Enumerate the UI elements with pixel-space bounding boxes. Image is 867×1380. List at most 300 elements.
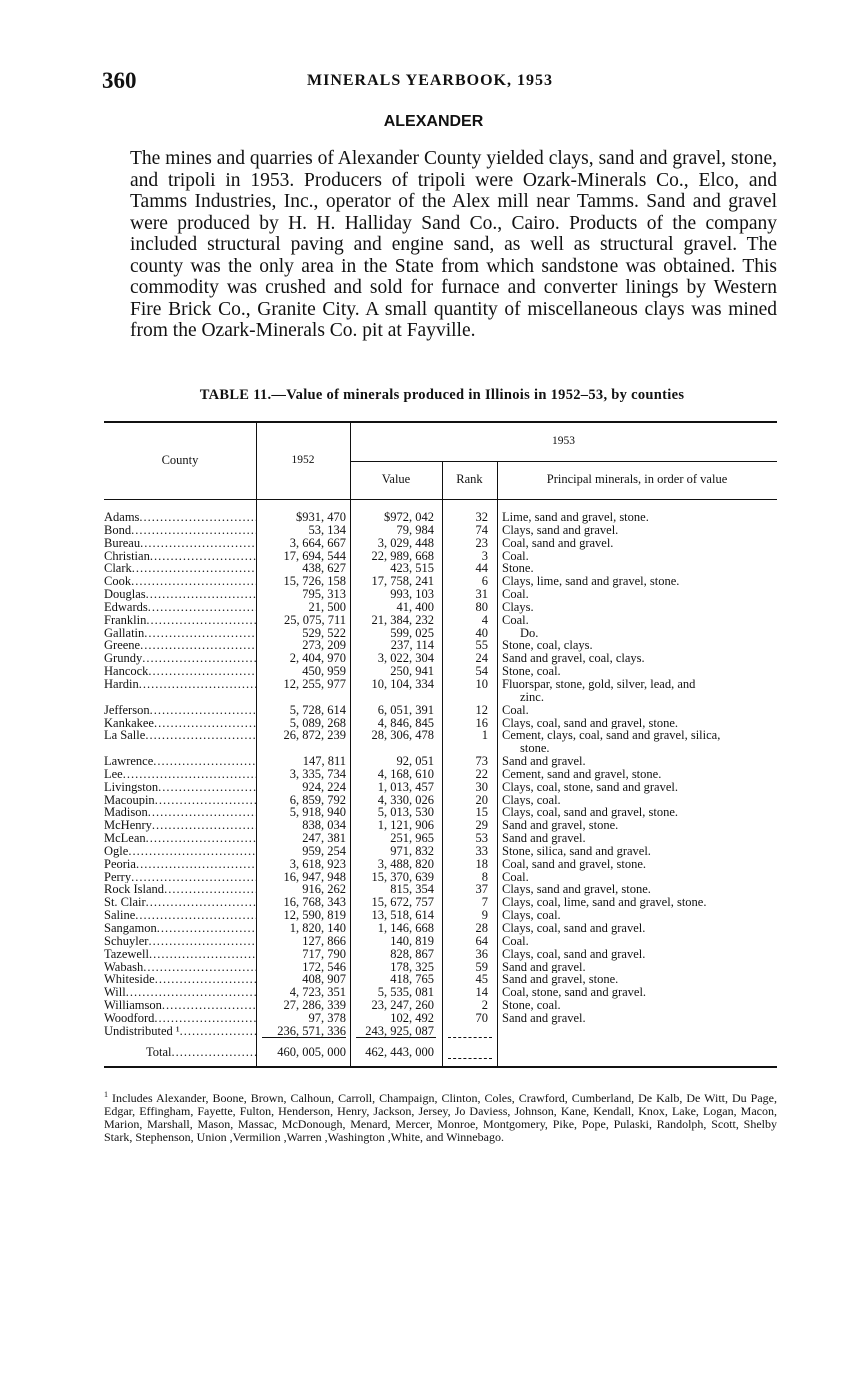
table-cell-minerals	[502, 935, 777, 948]
table-cell-1953: 3, 488, 820	[377, 857, 434, 871]
total-row-label	[104, 1045, 256, 1060]
footnote-text: Includes Alexander, Boone, Brown, Calhoun, Carroll, Champaign, Clinton, Coles, Crawford, Cumberland, De Kalb, De Witt, Du Page, Edgar, Effingham, Fayette, Fulton, Henderson, Henry, Jackson, Jersey, Jo Daviess, Johnson, Kane, Kendall, Knox, Lake, Logan, Macon, Marion, Marshall, Mason, Massac, McDonough, Menard, Mercer, Monroe, Montgomery, Pike, Pope, Pulaski, Randolph, Scott, Shelby Stark, Stephenson, Union ,Vermilion ,Warren ,Washington ,White, and Winnebago.	[104, 1091, 777, 1144]
table-cell-minerals	[502, 999, 777, 1012]
table-cell-1953: 4, 330, 026	[377, 793, 434, 807]
table-caption: TABLE 11.—Value of minerals produced in Illinois in 1952–53, by counties	[199, 387, 685, 403]
subheader-rule	[350, 461, 777, 462]
minerals-text: Clays, coal, sand and gravel.	[502, 947, 646, 961]
minerals-text: Do.	[520, 626, 539, 640]
running-header	[102, 68, 777, 96]
table-row-county	[104, 883, 256, 896]
county-name: Rock Island	[104, 883, 165, 897]
table-row-county	[104, 588, 256, 601]
table-cell-1952: 717, 790	[302, 947, 346, 961]
minerals-text: Sand and gravel, stone.	[502, 819, 619, 833]
minerals-text: Coal.	[502, 870, 529, 884]
county-name: Christian	[104, 549, 150, 563]
running-title: MINERALS YEARBOOK, 1953	[307, 72, 553, 89]
table-cell-1952: 273, 209	[302, 639, 346, 653]
leader-dots	[155, 973, 256, 986]
minerals-text: Coal.	[502, 588, 529, 601]
leader-dots	[143, 961, 256, 974]
minerals-text-continued: stone.	[520, 741, 550, 756]
county-name: Bond	[104, 523, 132, 537]
table-cell-1952: 3, 618, 923	[289, 857, 346, 871]
table-cell-1952: 12, 590, 819	[283, 909, 346, 922]
table-row-county	[104, 601, 256, 614]
leader-dots	[131, 871, 256, 884]
minerals-text: Stone.	[502, 562, 534, 576]
section-title: ALEXANDER	[383, 113, 484, 130]
county-name: Williamson	[104, 999, 162, 1012]
county-name: Peoria	[104, 857, 136, 871]
table-cell-minerals	[502, 909, 777, 922]
col-divider-value	[442, 461, 443, 1066]
table-cell-rank: 3	[481, 549, 488, 563]
table-cell-rank: 64	[475, 934, 488, 948]
table-cell-1953: 243, 925, 087	[365, 1024, 434, 1038]
table-cell-rank: 80	[475, 600, 488, 614]
county-name: Franklin	[104, 613, 147, 627]
table-cell-minerals	[502, 601, 777, 614]
table-cell-rank: 59	[475, 960, 488, 974]
table-row-county	[104, 948, 256, 961]
table-cell-1953: 971, 832	[390, 844, 434, 858]
table-row-county	[104, 1012, 256, 1025]
minerals-text: Lime, sand and gravel, stone.	[502, 511, 649, 524]
rank-dash-bottom	[448, 1058, 492, 1059]
minerals-text: Coal.	[502, 703, 529, 717]
leader-dots	[146, 614, 256, 627]
table-cell-minerals	[502, 896, 777, 909]
table-cell-rank: 24	[475, 652, 488, 666]
table-cell-1953: 423, 515	[390, 562, 434, 576]
minerals-text: Coal, sand and gravel, stone.	[502, 857, 647, 871]
table-cell-rank: 30	[475, 780, 488, 794]
table-cell-1953: 41, 400	[396, 600, 434, 614]
table-row-county	[104, 729, 256, 755]
table-cell-1953: 1, 146, 668	[377, 922, 434, 935]
leader-dots	[131, 575, 256, 588]
table-cell-rank: 7	[481, 896, 488, 910]
minerals-text: Sand and gravel, stone.	[502, 973, 619, 987]
table-cell-1952: 3, 335, 734	[289, 767, 346, 781]
leader-dots	[146, 832, 256, 845]
table-cell-1952: 529, 522	[302, 626, 346, 640]
table-row-county	[104, 614, 256, 627]
leader-dots	[146, 896, 256, 909]
table-cell-1953: 828, 867	[390, 947, 434, 961]
table-cell-minerals	[502, 794, 777, 807]
county-column	[104, 511, 256, 1038]
table-cell-minerals	[502, 537, 777, 550]
leader-dots	[131, 524, 256, 537]
table-cell-rank: 31	[475, 588, 488, 601]
table-cell-rank: 4	[481, 613, 488, 627]
table-cell-1952: 16, 768, 343	[283, 896, 346, 910]
table-cell-1953: 418, 765	[390, 973, 434, 987]
county-name: Hardin	[104, 676, 139, 691]
leader-dots	[139, 511, 256, 524]
table-row-county	[104, 550, 256, 563]
minerals-text: Coal.	[502, 549, 529, 563]
table-cell-rank: 40	[475, 626, 488, 640]
table-cell-1952: 26, 872, 239	[283, 728, 346, 743]
minerals-text: Cement, clays, coal, sand and gravel, silica,	[502, 728, 721, 743]
leader-dots	[157, 922, 256, 935]
county-name: Tazewell	[104, 947, 149, 961]
table-row-county	[104, 922, 256, 935]
table-cell-1952: 5, 918, 940	[289, 806, 346, 820]
county-name: La Salle	[104, 728, 146, 743]
table-cell-1953: $972, 042	[384, 511, 434, 524]
leader-dots	[148, 601, 256, 614]
header-minerals: Principal minerals, in order of value	[546, 472, 728, 486]
total-rule-1952	[262, 1037, 346, 1038]
minerals-text-continued: zinc.	[520, 689, 544, 704]
leader-dots	[148, 935, 256, 948]
county-name: Jefferson	[104, 703, 150, 717]
table-cell-minerals	[502, 678, 777, 704]
table-cell-minerals	[502, 986, 777, 999]
table-row-county	[104, 961, 256, 974]
table-row-county	[104, 909, 256, 922]
table-cell-minerals	[502, 729, 777, 755]
table-cell-1953: 15, 672, 757	[371, 896, 434, 910]
table-cell-1952: 27, 286, 339	[283, 999, 346, 1012]
table-row-county	[104, 973, 256, 986]
table-cell-1953: 4, 846, 845	[377, 716, 434, 730]
table-cell-1952: 924, 224	[302, 780, 346, 794]
leader-dots	[152, 819, 256, 832]
table-row-county	[104, 845, 256, 858]
minerals-text: Clays.	[502, 600, 534, 614]
header-1953: 1953	[552, 435, 575, 447]
minerals-table	[104, 421, 777, 1071]
table-cell-rank: 73	[475, 755, 488, 768]
leader-dots	[154, 1012, 256, 1025]
header-value: Value	[381, 472, 411, 486]
table-cell-rank: 45	[475, 973, 488, 987]
table-row-county	[104, 755, 256, 768]
county-name: Grundy	[104, 652, 143, 666]
table-cell-minerals	[502, 511, 777, 524]
table-cell-minerals	[502, 652, 777, 665]
table-cell-1953: 13, 518, 614	[371, 909, 434, 922]
minerals-text: Clays, coal, lime, sand and gravel, stone.	[502, 896, 707, 910]
table-cell-1953: 17, 758, 241	[371, 575, 434, 589]
total-1952: 460, 005, 000	[277, 1045, 346, 1059]
county-name: Perry	[104, 870, 132, 884]
county-name: Undistributed ¹	[104, 1024, 180, 1038]
minerals-column	[502, 511, 777, 1038]
county-name: Sangamon	[104, 922, 157, 935]
table-cell-minerals	[502, 768, 777, 781]
minerals-text: Stone, coal.	[502, 999, 561, 1012]
table-cell-1953: 10, 104, 334	[371, 676, 434, 691]
county-name: Madison	[104, 806, 148, 820]
leader-dots	[158, 781, 256, 794]
table-row-county	[104, 1025, 256, 1038]
table-cell-rank: 12	[475, 703, 488, 717]
table-cell-rank: 9	[481, 909, 488, 922]
table-cell-1953: 815, 354	[390, 883, 434, 897]
table-cell-rank: 32	[475, 511, 488, 524]
table-cell-minerals	[502, 819, 777, 832]
table-cell-rank: 53	[475, 832, 488, 845]
table-cell-1952: $931, 470	[296, 511, 346, 524]
table-cell-rank: 6	[481, 575, 488, 589]
table-cell-minerals	[502, 922, 777, 935]
table-row-county	[104, 768, 256, 781]
table-cell-1952: 795, 313	[302, 588, 346, 601]
table-cell-minerals	[502, 806, 777, 819]
county-name: Macoupin	[104, 793, 155, 807]
table-row-county	[104, 627, 256, 640]
table-cell-minerals	[502, 524, 777, 537]
table-cell-1952: 959, 254	[302, 844, 346, 858]
leader-dots	[155, 794, 256, 807]
county-name: Wabash	[104, 960, 144, 974]
county-name: Edwards	[104, 600, 148, 614]
table-cell-minerals	[502, 858, 777, 871]
table-row-county	[104, 935, 256, 948]
table-cell-1952: 5, 089, 268	[289, 716, 346, 730]
county-name: Clark	[104, 562, 132, 576]
table-cell-rank: 2	[481, 999, 488, 1012]
table-cell-1952: 16, 947, 948	[283, 870, 346, 884]
table-row-county	[104, 704, 256, 717]
table-cell-1953: 22, 989, 668	[371, 549, 434, 563]
table-cell-1953: 140, 819	[390, 934, 434, 948]
county-name: Cook	[104, 575, 132, 589]
table-cell-rank: 20	[475, 793, 488, 807]
minerals-text: Sand and gravel.	[502, 960, 586, 974]
leader-dots	[162, 999, 256, 1012]
table-cell-1952: 236, 571, 336	[277, 1024, 346, 1038]
table-cell-1953: 993, 103	[390, 588, 434, 601]
table-cell-minerals	[502, 1025, 777, 1038]
table-cell-rank: 18	[475, 857, 488, 871]
table-cell-1952: 147, 811	[302, 755, 346, 768]
table-cell-1952: 127, 866	[302, 934, 346, 948]
table-cell-1952: 4, 723, 351	[289, 986, 346, 1000]
table-cell-minerals	[502, 639, 777, 652]
table-cell-minerals	[502, 832, 777, 845]
table-cell-1952: 172, 546	[302, 960, 346, 974]
value-1952-column	[259, 511, 346, 1038]
minerals-text: Clays, sand and gravel.	[502, 523, 619, 537]
table-cell-1952: 916, 262	[302, 883, 346, 897]
minerals-text: Clays, coal, sand and gravel.	[502, 922, 646, 935]
table-cell-rank: 36	[475, 947, 488, 961]
footnote-marker: 1	[104, 1090, 108, 1099]
table-cell-rank: 16	[475, 716, 488, 730]
table-row-county	[104, 652, 256, 665]
table-row-county	[104, 896, 256, 909]
leader-dots	[172, 1045, 256, 1060]
table-cell-minerals	[502, 845, 777, 858]
minerals-text: Clays, coal.	[502, 909, 561, 922]
table-cell-1953: 4, 168, 610	[377, 767, 434, 781]
table-row-county	[104, 806, 256, 819]
table-cell-minerals	[502, 755, 777, 768]
minerals-text: Clays, sand and gravel, stone.	[502, 883, 651, 897]
table-cell-1952: 15, 726, 158	[283, 575, 346, 589]
rank-column	[444, 511, 488, 1038]
leader-dots	[136, 858, 256, 871]
table-row-county	[104, 575, 256, 588]
leader-dots	[146, 588, 256, 601]
leader-dots	[150, 704, 256, 717]
table-cell-1953: 21, 384, 232	[371, 613, 434, 627]
table-cell-1953: 15, 370, 639	[371, 870, 434, 884]
table-cell-1952: 25, 075, 711	[283, 613, 346, 627]
table-row-county	[104, 562, 256, 575]
leader-dots	[126, 986, 256, 999]
footnote	[104, 1088, 777, 1144]
minerals-text: Clays, coal, sand and gravel, stone.	[502, 716, 678, 730]
leader-dots	[139, 678, 256, 691]
county-name: Livingston	[104, 780, 159, 794]
table-cell-minerals	[502, 575, 777, 588]
page-number: 360	[102, 68, 137, 93]
county-name: Greene	[104, 639, 141, 653]
table-cell-rank: 54	[475, 665, 488, 678]
minerals-text: Clays, coal, sand and gravel, stone.	[502, 806, 678, 820]
leader-dots	[148, 806, 256, 819]
minerals-text: Clays, coal, stone, sand and gravel.	[502, 780, 678, 794]
minerals-text: Coal.	[502, 613, 529, 627]
county-name: McLean	[104, 832, 146, 845]
table-cell-1953: 3, 022, 304	[377, 652, 434, 666]
table-cell-1953: 102, 492	[390, 1011, 434, 1025]
rank-dash-top	[448, 1037, 492, 1038]
table-cell-1952: 5, 728, 614	[289, 703, 346, 717]
table-row-county	[104, 524, 256, 537]
table-cell-minerals	[502, 1012, 777, 1025]
table-cell-rank: 28	[475, 922, 488, 935]
table-cell-1952: 408, 907	[302, 973, 346, 987]
county-name: Schuyler	[104, 934, 149, 948]
leader-dots	[150, 550, 256, 563]
table-cell-rank: 8	[481, 870, 488, 884]
table-cell-1953: 237, 114	[390, 639, 434, 653]
county-name: Gallatin	[104, 626, 145, 640]
table-cell-minerals	[502, 704, 777, 717]
leader-dots	[149, 948, 256, 961]
table-cell-1952: 1, 820, 140	[289, 922, 346, 935]
table-cell-1953: 1, 121, 906	[377, 819, 434, 833]
table-cell-1952: 21, 500	[308, 600, 346, 614]
col-divider-rank	[497, 461, 498, 1066]
leader-dots	[148, 665, 256, 678]
minerals-text: Clays, lime, sand and gravel, stone.	[502, 575, 680, 589]
table-cell-1953: 92, 051	[396, 755, 434, 768]
table-cell-minerals	[502, 973, 777, 986]
table-row-county	[104, 999, 256, 1012]
table-bottom-rule	[104, 1066, 777, 1068]
table-cell-rank: 22	[475, 767, 488, 781]
table-cell-1952: 438, 627	[302, 562, 346, 576]
body-paragraph: The mines and quarries of Alexander County yielded clays, sand and gravel, stone, and tripoli in 1953. Producers of tripoli were Ozark-Minerals Co., Elco, and Tamms Industries, Inc., operator of the Alex mill near Tamms. Sand and gravel were produced by H. H. Halliday Sand Co., Cairo. Products of the company included structural paving and engine sand, as well as structural gravel. The county was the only area in the State from which sandstone was obtained. This commodity was crushed and sold for furnace and converter linings by Western Fire Brick Co., Granite City. A small quantity of miscellaneous clays was mined from the Ozark-Minerals Co. pit at Fayville.	[130, 148, 777, 341]
county-name: St. Clair	[104, 896, 146, 910]
county-name: Saline	[104, 909, 136, 922]
county-name: Whiteside	[104, 973, 155, 987]
minerals-text: Sand and gravel.	[502, 832, 586, 845]
value-1953-column	[352, 511, 434, 1038]
table-row-county	[104, 781, 256, 794]
total-rule-1953	[356, 1037, 436, 1038]
table-cell-1952: 247, 381	[302, 832, 346, 845]
table-top-rule	[104, 421, 777, 423]
minerals-text: Stone, coal.	[502, 665, 561, 678]
leader-dots	[180, 1025, 256, 1038]
table-cell-1953: 599, 025	[390, 626, 434, 640]
minerals-text: Sand and gravel, coal, clays.	[502, 652, 645, 666]
table-cell-rank: 10	[475, 676, 488, 691]
table-row-county	[104, 639, 256, 652]
county-name: Woodford	[104, 1011, 155, 1025]
leader-dots	[128, 845, 256, 858]
table-row-county	[104, 511, 256, 524]
table-cell-1953: 79, 984	[396, 523, 434, 537]
table-cell-minerals	[502, 550, 777, 563]
table-cell-1952: 97, 378	[308, 1011, 346, 1025]
header-bottom-rule	[104, 499, 777, 500]
table-cell-1952: 6, 859, 792	[289, 793, 346, 807]
table-cell-1953: 251, 965	[390, 832, 434, 845]
leader-dots	[140, 639, 256, 652]
table-cell-1952: 450, 959	[302, 665, 346, 678]
table-cell-minerals	[502, 781, 777, 794]
leader-dots	[140, 537, 256, 550]
county-name: Lee	[104, 767, 123, 781]
header-rank: Rank	[456, 472, 483, 486]
table-cell-1952: 53, 134	[308, 523, 346, 537]
minerals-text: Cement, sand and gravel, stone.	[502, 767, 662, 781]
table-cell-1952: 12, 255, 977	[283, 676, 346, 691]
table-cell-rank: 44	[475, 562, 488, 576]
table-cell-1952: 2, 404, 970	[289, 652, 346, 666]
leader-dots	[132, 562, 256, 575]
table-cell-1953: 250, 941	[390, 665, 434, 678]
county-name: Bureau	[104, 536, 141, 550]
leader-dots	[123, 768, 256, 781]
table-cell-minerals	[502, 883, 777, 896]
leader-dots	[154, 717, 256, 730]
col-divider-1952	[350, 421, 351, 1066]
table-cell-minerals	[502, 871, 777, 884]
leader-dots	[153, 755, 256, 768]
county-name: McHenry	[104, 819, 152, 833]
minerals-text: Coal, sand and gravel.	[502, 536, 614, 550]
county-name: Hancock	[104, 665, 149, 678]
table-cell-rank: 14	[475, 986, 488, 1000]
minerals-text: Clays, coal.	[502, 793, 561, 807]
table-cell-rank: 70	[475, 1011, 488, 1025]
table-cell-minerals	[502, 588, 777, 601]
table-row-county	[104, 537, 256, 550]
minerals-text: Fluorspar, stone, gold, silver, lead, and	[502, 676, 696, 691]
table-cell-1952: 838, 034	[302, 819, 346, 833]
county-name: Ogle	[104, 844, 129, 858]
table-cell-rank: 15	[475, 806, 488, 820]
county-name: Lawrence	[104, 755, 154, 768]
minerals-text: Coal.	[502, 934, 529, 948]
table-row-county	[104, 794, 256, 807]
table-cell-minerals	[502, 627, 777, 640]
